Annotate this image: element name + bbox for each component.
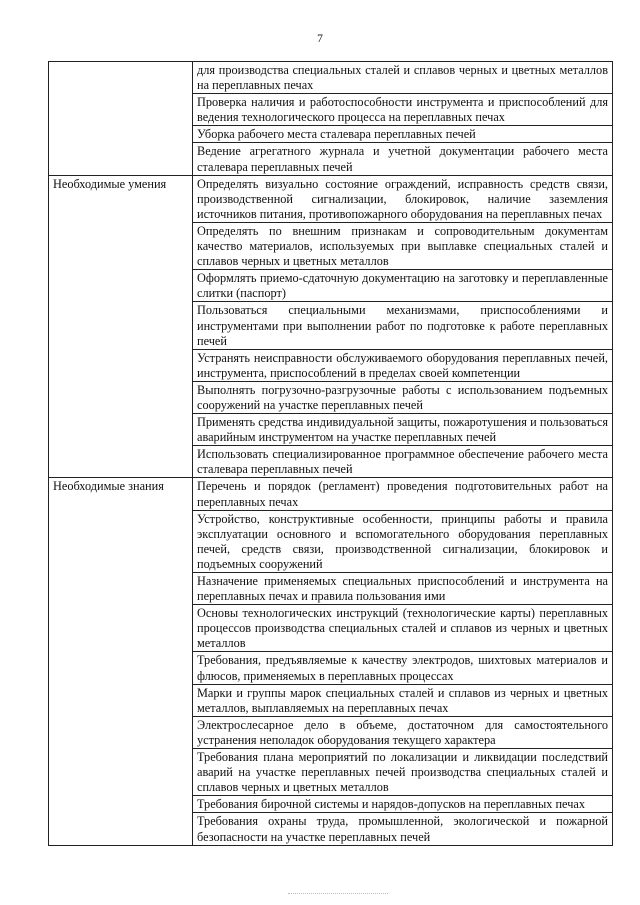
section-item: Устранять неисправности обслуживаемого оборудования переплавных печей, инструмента, приспособлений в пределах своей компетенции — [193, 349, 613, 381]
section-item: Устройство, конструктивные особенности, принципы работы и правила эксплуатации основного и вспомогательного оборудования переплавных печей, средств связи, производственной сигнализации, блокировок и подъемных сооружений — [193, 510, 613, 572]
section-item: Уборка рабочего места сталевара переплавных печей — [193, 126, 613, 143]
section-label — [49, 62, 193, 176]
section-item: Перечень и порядок (регламент) проведения подготовительных работ на переплавных печах — [193, 478, 613, 510]
table-row — [49, 175, 613, 222]
competency-table-body — [49, 62, 613, 846]
section-item: Электрослесарное дело в объеме, достаточном для самостоятельного устранения неполадок оборудования текущего характера — [193, 716, 613, 748]
section-item: Требования плана мероприятий по локализации и ликвидации последствий аварий на участке переплавных печей производства специальных сталей и сплавов черных и цветных металлов — [193, 749, 613, 796]
section-item: Применять средства индивидуальной защиты, пожаротушения и пользоваться аварийным инструментом на участке переплавных печей — [193, 414, 613, 446]
section-label: Необходимые умения — [49, 175, 193, 478]
section-item: Выполнять погрузочно-разгрузочные работы с использованием подъемных сооружений на участке переплавных печей — [193, 381, 613, 413]
table-row — [49, 478, 613, 510]
section-item: Требования, предъявляемые к качеству электродов, шихтовых материалов и флюсов, применяемых в переплавных процессах — [193, 652, 613, 684]
section-item: Назначение применяемых специальных приспособлений и инструмента на переплавных печах и правила пользования ими — [193, 573, 613, 605]
section-item: Проверка наличия и работоспособности инструмента и приспособлений для ведения технологического процесса на переплавных печах — [193, 94, 613, 126]
section-item: Марки и группы марок специальных сталей и сплавов из черных и цветных металлов, выплавляемых на переплавных печах — [193, 684, 613, 716]
section-item: Ведение агрегатного журнала и учетной документации рабочего места сталевара переплавных печей — [193, 143, 613, 175]
section-item: для производства специальных сталей и сплавов черных и цветных металлов на переплавных печах — [193, 62, 613, 94]
section-item: Использовать специализированное программное обеспечение рабочего места сталевара переплавных печей — [193, 446, 613, 478]
section-label: Необходимые знания — [49, 478, 193, 845]
section-item: Определять по внешним признакам и сопроводительным документам качество материалов, используемых при выплавке специальных сталей и сплавов черных и цветных металлов — [193, 222, 613, 269]
section-item: Основы технологических инструкций (технологические карты) переплавных процессов производства специальных сталей и сплавов из черных и цветных металлов — [193, 605, 613, 652]
table-row — [49, 62, 613, 94]
section-item: Пользоваться специальными механизмами, приспособлениями и инструментами при выполнении работ по подготовке к работе переплавных печей — [193, 302, 613, 349]
page-bottom-rule — [288, 893, 388, 894]
competency-table — [48, 61, 613, 846]
section-item: Требования охраны труда, промышленной, экологической и пожарной безопасности на участке переплавных печей — [193, 813, 613, 845]
section-item: Определять визуально состояние ограждений, исправность средств связи, производственной сигнализации, блокировок, наличие заземления источников питания, противопожарного оборудования на переплавных печах — [193, 175, 613, 222]
section-item: Оформлять приемо-сдаточную документацию на заготовку и переплавленные слитки (паспорт) — [193, 270, 613, 302]
page-number: 7 — [317, 33, 323, 45]
section-item: Требования бирочной системы и нарядов-допусков на переплавных печах — [193, 796, 613, 813]
